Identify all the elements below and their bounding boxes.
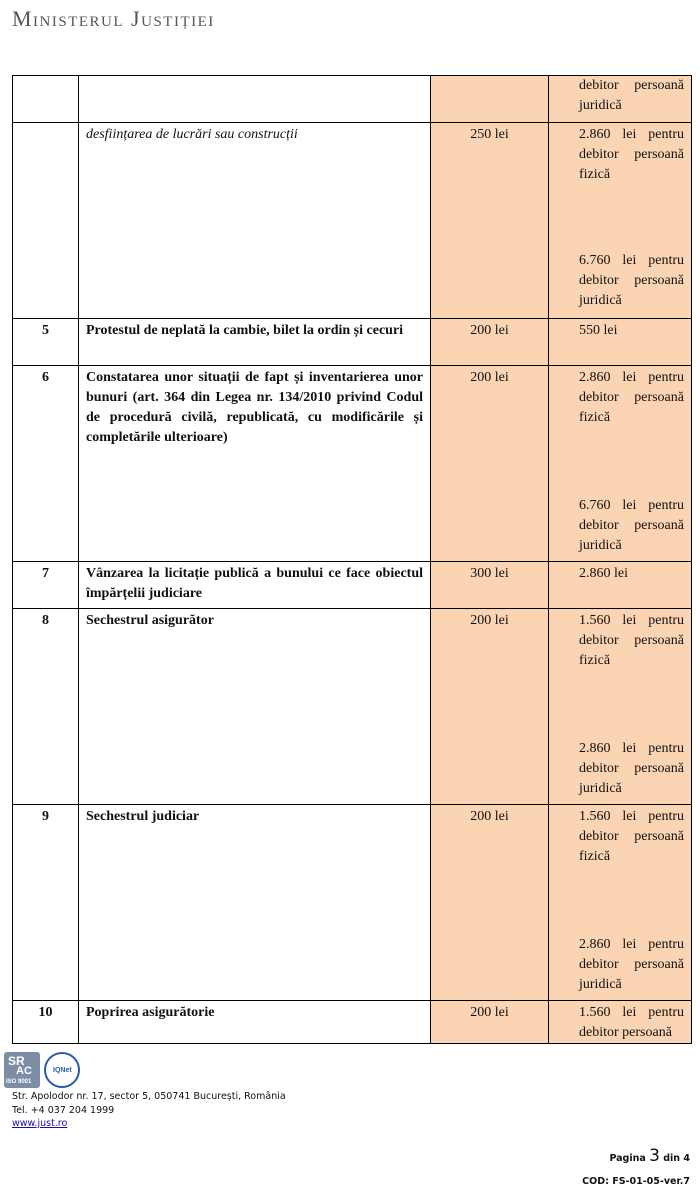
row-description: Vânzarea la licitație publică a bunului ce face obiectul împărțelii judiciare: [79, 562, 431, 609]
iqnet-logo: [44, 1052, 80, 1088]
row-max-fee: [549, 319, 692, 366]
page-header-title: Ministerul Justiției: [12, 6, 215, 31]
row-min-fee: 300 lei: [431, 562, 549, 609]
srac-logo-bottom: ISO 9001: [6, 1079, 32, 1085]
row-min-fee: 200 lei: [431, 609, 549, 805]
row-description: Sechestrul judiciar: [79, 805, 431, 1001]
row-number: 10: [13, 1001, 79, 1044]
table-row: [13, 366, 692, 562]
row-number: 7: [13, 562, 79, 609]
row-max-fee: [549, 562, 692, 609]
page-current: 3: [649, 1146, 660, 1166]
table-row: [13, 319, 692, 366]
footer-website-link[interactable]: www.just.ro: [12, 1118, 68, 1129]
row-min-fee: 200 lei: [431, 1001, 549, 1044]
row-max-fee: [549, 609, 692, 805]
row-number: [13, 123, 79, 319]
row-description: Sechestrul asigurător: [79, 609, 431, 805]
max-fee-natural-person: 2.860 lei pentru debitor persoană fizică: [579, 127, 684, 182]
document-code: COD: FS-01-05-ver.7: [582, 1176, 690, 1187]
row-max-fee: [549, 1001, 692, 1044]
page-number: [609, 1146, 690, 1166]
max-fee-line: 2.860 lei: [579, 566, 628, 581]
max-fee-natural-person: 2.860 lei pentru debitor persoană fizică: [579, 370, 684, 425]
page-suffix: din 4: [663, 1153, 690, 1164]
row-description: Protestul de neplată la cambie, bilet la ordin și cecuri: [79, 319, 431, 366]
max-fee-line: debitor persoană juridică: [579, 78, 684, 113]
row-min-fee: [431, 76, 549, 123]
row-min-fee: 250 lei: [431, 123, 549, 319]
table-row: [13, 609, 692, 805]
row-number: 8: [13, 609, 79, 805]
max-fee-legal-person: 6.760 lei pentru debitor persoană juridică: [579, 253, 684, 308]
table-row: [13, 805, 692, 1001]
table-row: [13, 123, 692, 319]
table-row: [13, 76, 692, 123]
row-min-fee: 200 lei: [431, 805, 549, 1001]
max-fee-line: 1.560 lei pentru debitor persoană: [579, 1005, 684, 1040]
max-fee-legal-person: 6.760 lei pentru debitor persoană juridică: [579, 498, 684, 553]
row-description: desființarea de lucrări sau construcții: [79, 123, 431, 319]
srac-logo-top: SR: [8, 1054, 25, 1068]
certification-logos: [4, 1052, 84, 1092]
max-fee-natural-person: 1.560 lei pentru debitor persoană fizică: [579, 809, 684, 864]
row-min-fee: 200 lei: [431, 319, 549, 366]
row-number: 6: [13, 366, 79, 562]
row-max-fee: [549, 123, 692, 319]
row-description: Constatarea unor situații de fapt și inventarierea unor bunuri (art. 364 din Legea nr. 134/2010 privind Codul de procedură civilă, republicată, cu modificările și completările ulterioare): [79, 366, 431, 562]
row-number: [13, 76, 79, 123]
footer-address: Str. Apolodor nr. 17, sector 5, 050741 București, România: [12, 1091, 286, 1102]
row-max-fee: [549, 805, 692, 1001]
row-description: [79, 76, 431, 123]
row-max-fee: [549, 76, 692, 123]
max-fee-legal-person: 2.860 lei pentru debitor persoană juridică: [579, 937, 684, 992]
row-max-fee: [549, 366, 692, 562]
footer-address-block: [12, 1090, 286, 1131]
max-fee-natural-person: 1.560 lei pentru debitor persoană fizică: [579, 613, 684, 668]
srac-logo: [4, 1052, 40, 1088]
page-prefix: Pagina: [609, 1153, 646, 1164]
table-row: [13, 562, 692, 609]
fee-table: [12, 75, 692, 1044]
iqnet-logo-text: IQNet: [53, 1067, 72, 1074]
row-description: Poprirea asigurătorie: [79, 1001, 431, 1044]
srac-logo-mid: AC: [16, 1065, 32, 1077]
max-fee-line: 550 lei: [579, 323, 618, 338]
table-row: [13, 1001, 692, 1044]
max-fee-legal-person: 2.860 lei pentru debitor persoană juridică: [579, 741, 684, 796]
row-min-fee: 200 lei: [431, 366, 549, 562]
row-number: 5: [13, 319, 79, 366]
footer-phone: Tel. +4 037 204 1999: [12, 1104, 115, 1116]
row-number: 9: [13, 805, 79, 1001]
